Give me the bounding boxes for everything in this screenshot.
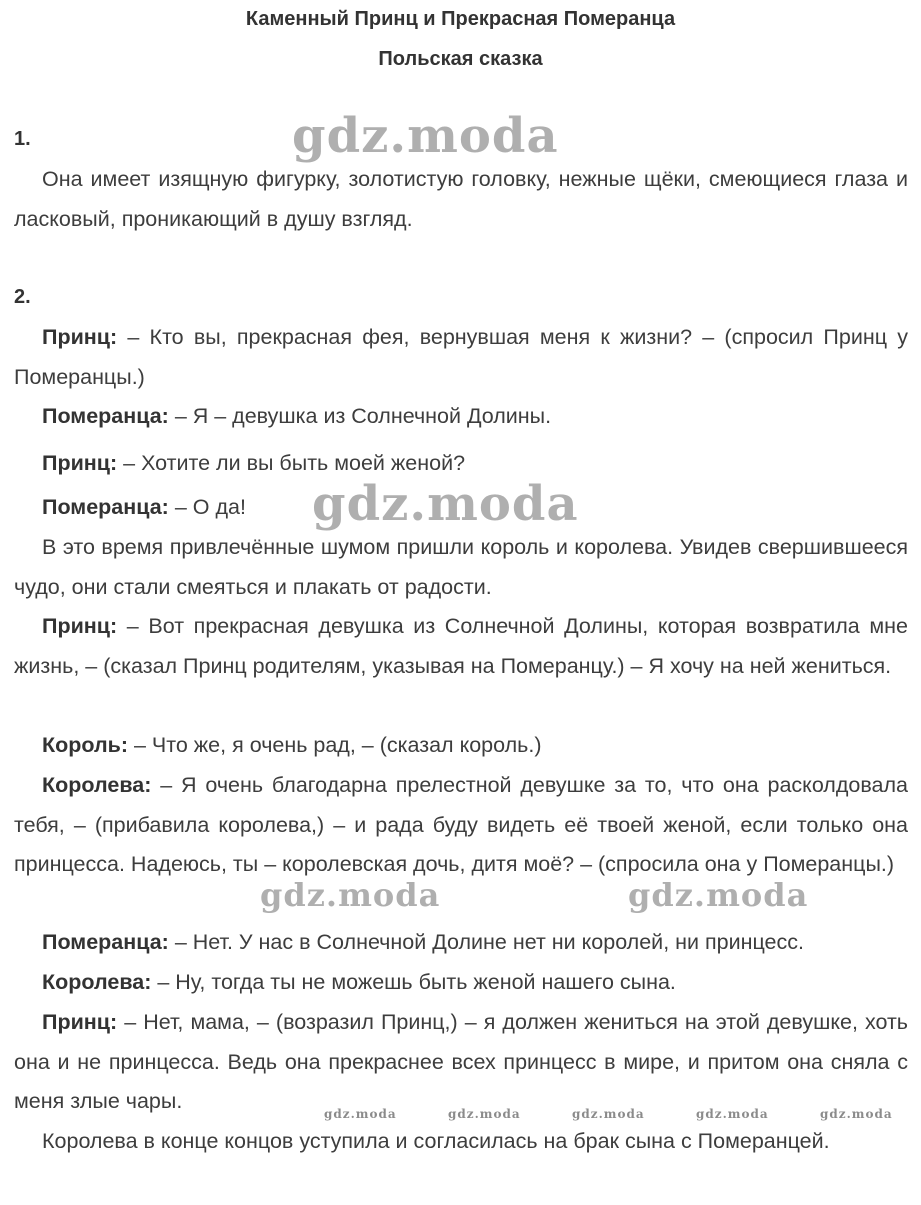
watermark-logo: gdz.moda [324, 1107, 397, 1121]
watermark-logo: gdz.moda [696, 1107, 769, 1121]
dialogue-text: – Ну, тогда ты не можешь быть женой нашего сына. [151, 970, 676, 994]
speaker-label: Королева: [42, 970, 152, 994]
paragraph [14, 1122, 908, 1162]
dialogue-text: – Нет, мама, – (возразил Принц,) – я должен жениться на этой девушке, хоть она и не принцесса. Ведь она прекраснее всех принцесс в мире, и притом она сняла с меня злые чары. [14, 1010, 908, 1113]
speaker-label: Померанца: [42, 495, 169, 519]
watermark-logo: gdz.moda [292, 108, 559, 164]
speaker-label: Померанца: [42, 404, 169, 428]
dialogue-line [14, 963, 908, 1003]
dialogue-line [14, 1003, 908, 1122]
dialogue-line [14, 318, 908, 397]
dialogue-text: – Я – девушка из Солнечной Долины. [168, 404, 552, 428]
dialogue-text: – Что же, я очень рад, – (сказал король.) [128, 733, 542, 757]
speaker-label: Принц: [42, 451, 118, 475]
dialogue-text: – Хотите ли вы быть моей женой? [117, 451, 466, 475]
watermark-logo: gdz.moda [448, 1107, 521, 1121]
page-title: Каменный Принц и Прекрасная Померанца [245, 8, 676, 30]
paragraph-text: В это время привлечённые шумом пришли король и королева. Увидев свершившееся чудо, они стали смеяться и плакать от радости. [14, 535, 908, 599]
dialogue-text: – Я очень благодарна прелестной девушке за то, что она расколдовала тебя, – (прибавила королева,) – и рада буду видеть её твоей женой, если только она принцесса. Надеюсь, ты – королевская дочь, дитя моё? – (спросила она у Померанцы.) [14, 773, 908, 876]
section-number: 2. [14, 286, 31, 308]
dialogue-line [14, 397, 908, 437]
dialogue-text: – Вот прекрасная девушка из Солнечной Долины, которая возвратила мне жизнь, – (сказал Принц родителям, указывая на Померанцу.) – Я хочу на ней жениться. [14, 614, 908, 678]
dialogue-text: – Кто вы, прекрасная фея, вернувшая меня к жизни? – (спросил Принц у Померанцы.) [14, 325, 908, 389]
watermark-logo: gdz.moda [628, 876, 809, 914]
speaker-label: Принц: [42, 614, 118, 638]
page-subtitle: Польская сказка [378, 48, 543, 70]
dialogue-line [14, 766, 908, 885]
dialogue-text: – Нет. У нас в Солнечной Долине нет ни королей, ни принцесс. [168, 930, 804, 954]
dialogue-line [14, 607, 908, 686]
speaker-label: Королева: [42, 773, 152, 797]
paragraph [14, 528, 908, 607]
dialogue-text: – О да! [168, 495, 246, 519]
watermark-logo: gdz.moda [572, 1107, 645, 1121]
section-number: 1. [14, 128, 31, 150]
paragraph-text: Она имеет изящную фигурку, золотистую головку, нежные щёки, смеющиеся глаза и ласковый, проникающий в душу взгляд. [14, 167, 908, 231]
dialogue-line [14, 923, 908, 963]
paragraph [14, 160, 908, 239]
watermark-logo: gdz.moda [820, 1107, 893, 1121]
dialogue-line [14, 726, 908, 766]
watermark-logo: gdz.moda [312, 476, 579, 532]
speaker-label: Принц: [42, 325, 118, 349]
paragraph-text: Королева в конце концов уступила и согласилась на брак сына с Померанцей. [42, 1129, 830, 1153]
watermark-logo: gdz.moda [260, 876, 441, 914]
speaker-label: Померанца: [42, 930, 169, 954]
speaker-label: Король: [42, 733, 129, 757]
speaker-label: Принц: [42, 1010, 118, 1034]
